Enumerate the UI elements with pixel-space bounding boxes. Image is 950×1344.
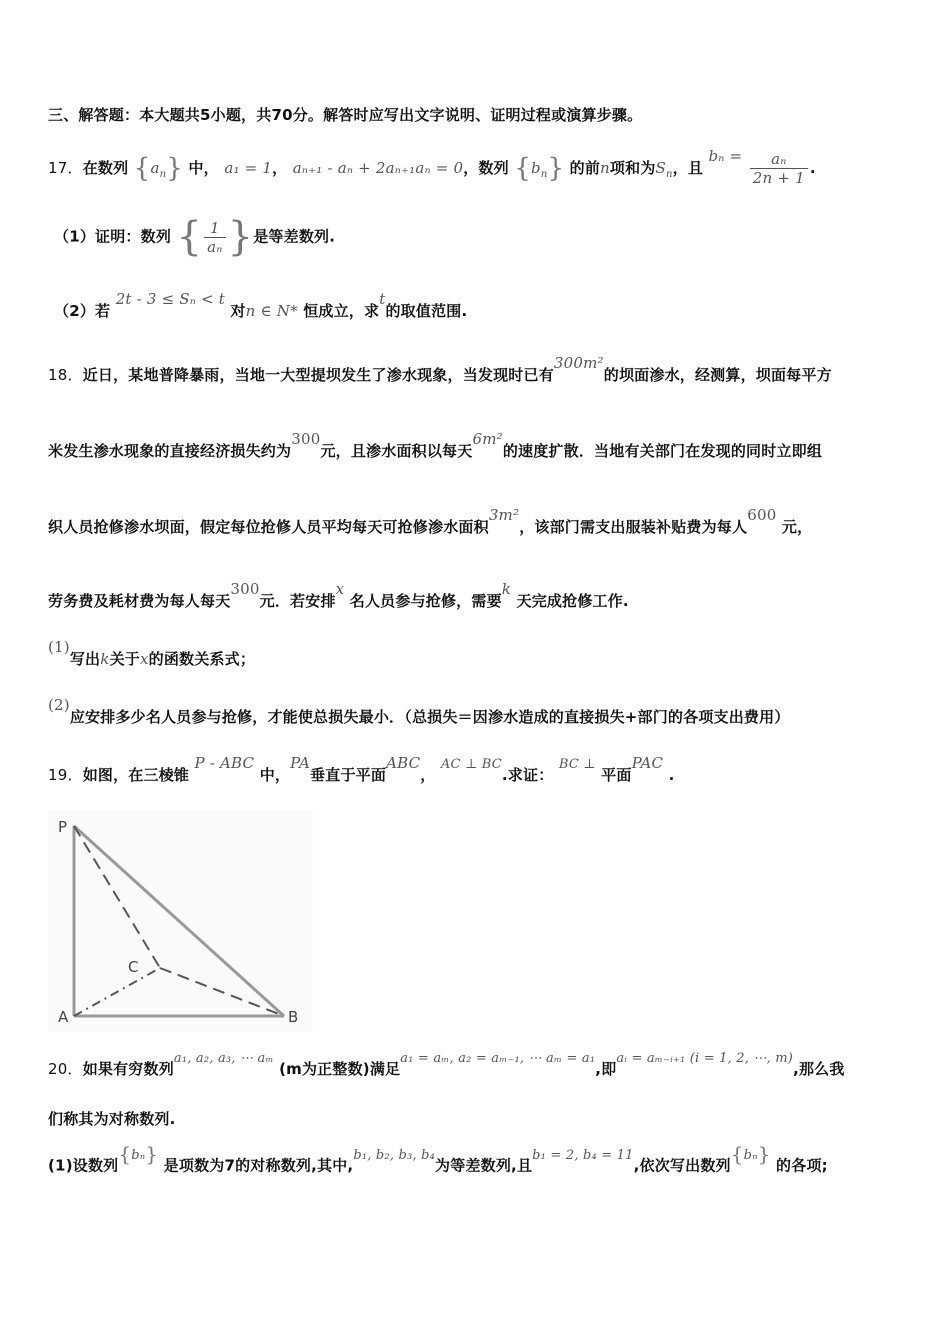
- q18-line2: [48, 430, 823, 461]
- q20-t4: ,那么我: [793, 1060, 845, 1078]
- left-brace: {: [176, 214, 203, 260]
- q17-cond2: aₙ₊₁ - aₙ + 2aₙ₊₁aₙ = 0: [292, 159, 464, 177]
- q17-p2-ineq: 2t - 3 ≤ Sₙ < t: [115, 290, 225, 308]
- q18-number: 18．: [48, 366, 83, 384]
- q17-cond1: a₁ = 1: [224, 159, 273, 177]
- q20-bseq: b₁, b₂, b₃, b₄: [353, 1147, 436, 1163]
- left-brace: {: [133, 153, 151, 184]
- q18-repair: 3m²: [488, 506, 520, 524]
- q18-l3c: 元，: [781, 518, 813, 536]
- q18-loss: 300: [291, 430, 321, 448]
- q17-p2-label: （2）若: [54, 302, 111, 320]
- q20-t1: 如果有穷数列: [82, 1060, 174, 1078]
- q18-l2c: 的速度扩散．当地有关部门在发现的同时立即组: [502, 442, 823, 460]
- q20-l2: 们称其为对称数列.: [48, 1110, 176, 1128]
- label-B: B: [288, 1008, 299, 1026]
- q20-p1e: 的各项;: [776, 1156, 828, 1175]
- section-title-text: 三、解答题：本大题共5小题，共70分。解答时应写出文字说明、证明过程或演算步骤。: [48, 106, 643, 124]
- q19-perp1: AC ⊥ BC: [440, 757, 502, 772]
- q17-number: 17．: [48, 159, 83, 177]
- left-brace: {: [514, 153, 531, 184]
- q17-p2-set: n ∈ N*: [245, 302, 298, 320]
- q19-t4: ，: [420, 766, 436, 784]
- q18-subsidy: 600: [747, 506, 777, 524]
- b-def-num: aₙ: [750, 150, 808, 169]
- right-brace: }: [227, 214, 254, 260]
- q17-p2-mid: 对: [230, 302, 246, 320]
- q17-p1-tail: 是等差数列.: [253, 227, 336, 246]
- q19-t5: .求证：: [501, 766, 554, 784]
- q18-part2: [48, 696, 790, 727]
- q20-part1: [48, 1142, 828, 1178]
- q18-l4d: 天完成抢修工作.: [516, 592, 629, 610]
- left-brace: {: [730, 1142, 744, 1166]
- q20-cond2: aᵢ = aₘ₋ᵢ₊₁ (i = 1, 2, ⋯, m): [616, 1051, 794, 1066]
- q20-p1b: 是项数为7的对称数列,其中,: [163, 1156, 354, 1175]
- label-C: C: [128, 958, 139, 976]
- q19-pa: PA: [290, 754, 311, 772]
- q20-bvals: b₁ = 2, b₄ = 11: [532, 1147, 634, 1163]
- q19-t2: 中，: [259, 766, 291, 784]
- q20-cond: a₁ = aₘ, a₂ = aₘ₋₁, ⋯ aₘ = a₁: [400, 1051, 596, 1066]
- q18-l4a: 劳务费及耗材费为每人每天: [48, 592, 231, 610]
- var-x: x: [335, 580, 345, 598]
- q20-line2: [48, 1108, 176, 1129]
- q19-abc: ABC: [386, 754, 421, 772]
- q18-part1: [48, 638, 256, 669]
- q17-part2: [54, 290, 468, 321]
- section-title: [48, 104, 642, 125]
- right-brace: }: [166, 153, 184, 184]
- q19-pac: PAC: [631, 754, 664, 772]
- q20-t3: ,即: [595, 1060, 617, 1078]
- q20-stem: [48, 1051, 845, 1079]
- right-brace: }: [145, 1142, 159, 1166]
- q19-t6: 平面: [601, 766, 632, 784]
- q19-t3: 垂直于平面: [310, 766, 387, 784]
- q18-p1-c: 的函数关系式；: [148, 650, 256, 668]
- recip-num: 1: [204, 219, 225, 238]
- q20-t2: (m为正整数)满足: [279, 1060, 401, 1078]
- q17-p1-label: （1）证明：数列: [54, 227, 172, 246]
- q19-perp2: BC ⊥: [558, 757, 596, 772]
- q18-p1-k: k: [100, 650, 110, 668]
- q17-text-6: ，且: [672, 159, 704, 177]
- right-brace: }: [547, 153, 565, 184]
- var-n: n: [600, 159, 610, 177]
- seq-a: a: [150, 159, 160, 177]
- recip-fraction: [204, 219, 225, 256]
- q18-p1-b: 关于: [109, 650, 140, 668]
- q17-text-1: 在数列: [82, 159, 129, 177]
- q17-text-5: 项和为: [609, 159, 656, 177]
- label-A: A: [58, 1008, 69, 1026]
- q18-line1: [48, 354, 832, 385]
- q18-p1-a: 写出: [69, 650, 101, 668]
- q17-p2-mid2: 恒成立，求: [303, 302, 380, 320]
- q17-p2-tail: 的取值范围.: [385, 302, 468, 320]
- q19-pyramid: P - ABC: [194, 754, 255, 772]
- q17-text-7: .: [809, 159, 816, 177]
- q19-t1: 如图，在三棱锥: [82, 766, 190, 784]
- q18-l1b: 的坝面渗水，经测算，坝面每平方: [603, 366, 832, 384]
- q20-p1d: ,依次写出数列: [633, 1156, 731, 1175]
- pyramid-figure: [48, 810, 313, 1032]
- q18-l4b: 元．若安排: [259, 592, 336, 610]
- q18-l1a: 近日，某地普降暴雨，当地一大型提坝发生了渗水现象，当发现时已有: [82, 366, 554, 384]
- q19-t7: .: [668, 766, 675, 784]
- q18-l3a: 织人员抢修渗水坝面，假定每位抢修人员平均每天可抢修渗水面积: [48, 518, 489, 536]
- q17-text-3: ，数列: [463, 159, 509, 177]
- q20-p1c: 为等差数列,且: [435, 1156, 533, 1175]
- q20-b2: bₙ: [743, 1147, 758, 1163]
- q18-p1-num: (1): [48, 638, 70, 656]
- b-def-den: 2n + 1: [752, 169, 805, 187]
- var-S: S: [655, 159, 667, 177]
- q20-b: bₙ: [131, 1147, 146, 1163]
- recip-den: aₙ: [207, 237, 223, 256]
- right-brace: }: [757, 1142, 771, 1166]
- q18-l2a: 米发生渗水现象的直接经济损失约为: [48, 442, 292, 460]
- q18-labor: 300: [230, 580, 260, 598]
- q18-rate: 6m²: [472, 430, 503, 448]
- b-def-left: bₙ =: [708, 147, 743, 165]
- q18-area0: 300m²: [553, 354, 604, 372]
- var-k: k: [501, 580, 512, 598]
- q17-text-2: 中，: [188, 159, 219, 177]
- q18-line4: [48, 580, 629, 611]
- q19-number: 19．: [48, 766, 83, 784]
- q20-number: 20．: [48, 1060, 83, 1078]
- q18-p2-text: 应安排多少名人员参与抢修，才能使总损失最小．（总损失＝因渗水造成的直接损失+部门的各项支出费用）: [69, 708, 790, 726]
- seq-b: b: [531, 159, 541, 177]
- label-P: P: [58, 818, 68, 836]
- q17-part1: [54, 214, 335, 260]
- q18-p1-x: x: [139, 650, 149, 668]
- q17-stem: 17．在数列 $\{a_n\}$ 中， a₁ = 1， aₙ₊₁ - aₙ + 2aₙ₊₁aₙ = 0，数列 $\{b_n\}$ 的前n项和为$S_n$，且 bₙ = $\frac{\text{aₙ}}{2n + 1}$ .: [48, 147, 816, 187]
- b-def-fraction: [750, 150, 808, 187]
- q18-line3: [48, 506, 813, 537]
- q18-l3b: ，该部门需支出服装补贴费为每人: [519, 518, 748, 536]
- q18-p2-num: (2): [48, 696, 70, 714]
- q18-l4c: 名人员参与抢修，需要: [349, 592, 502, 610]
- q20-seq: a₁, a₂, a₃, ⋯ aₘ: [173, 1051, 274, 1066]
- q19-stem: [48, 754, 675, 785]
- q17-text-4: 的前: [569, 159, 601, 177]
- q18-l2b: 元，且渗水面积以每天: [320, 442, 473, 460]
- var-t: t: [379, 290, 386, 308]
- q20-p1a: (1)设数列: [48, 1156, 119, 1175]
- left-brace: {: [118, 1142, 132, 1166]
